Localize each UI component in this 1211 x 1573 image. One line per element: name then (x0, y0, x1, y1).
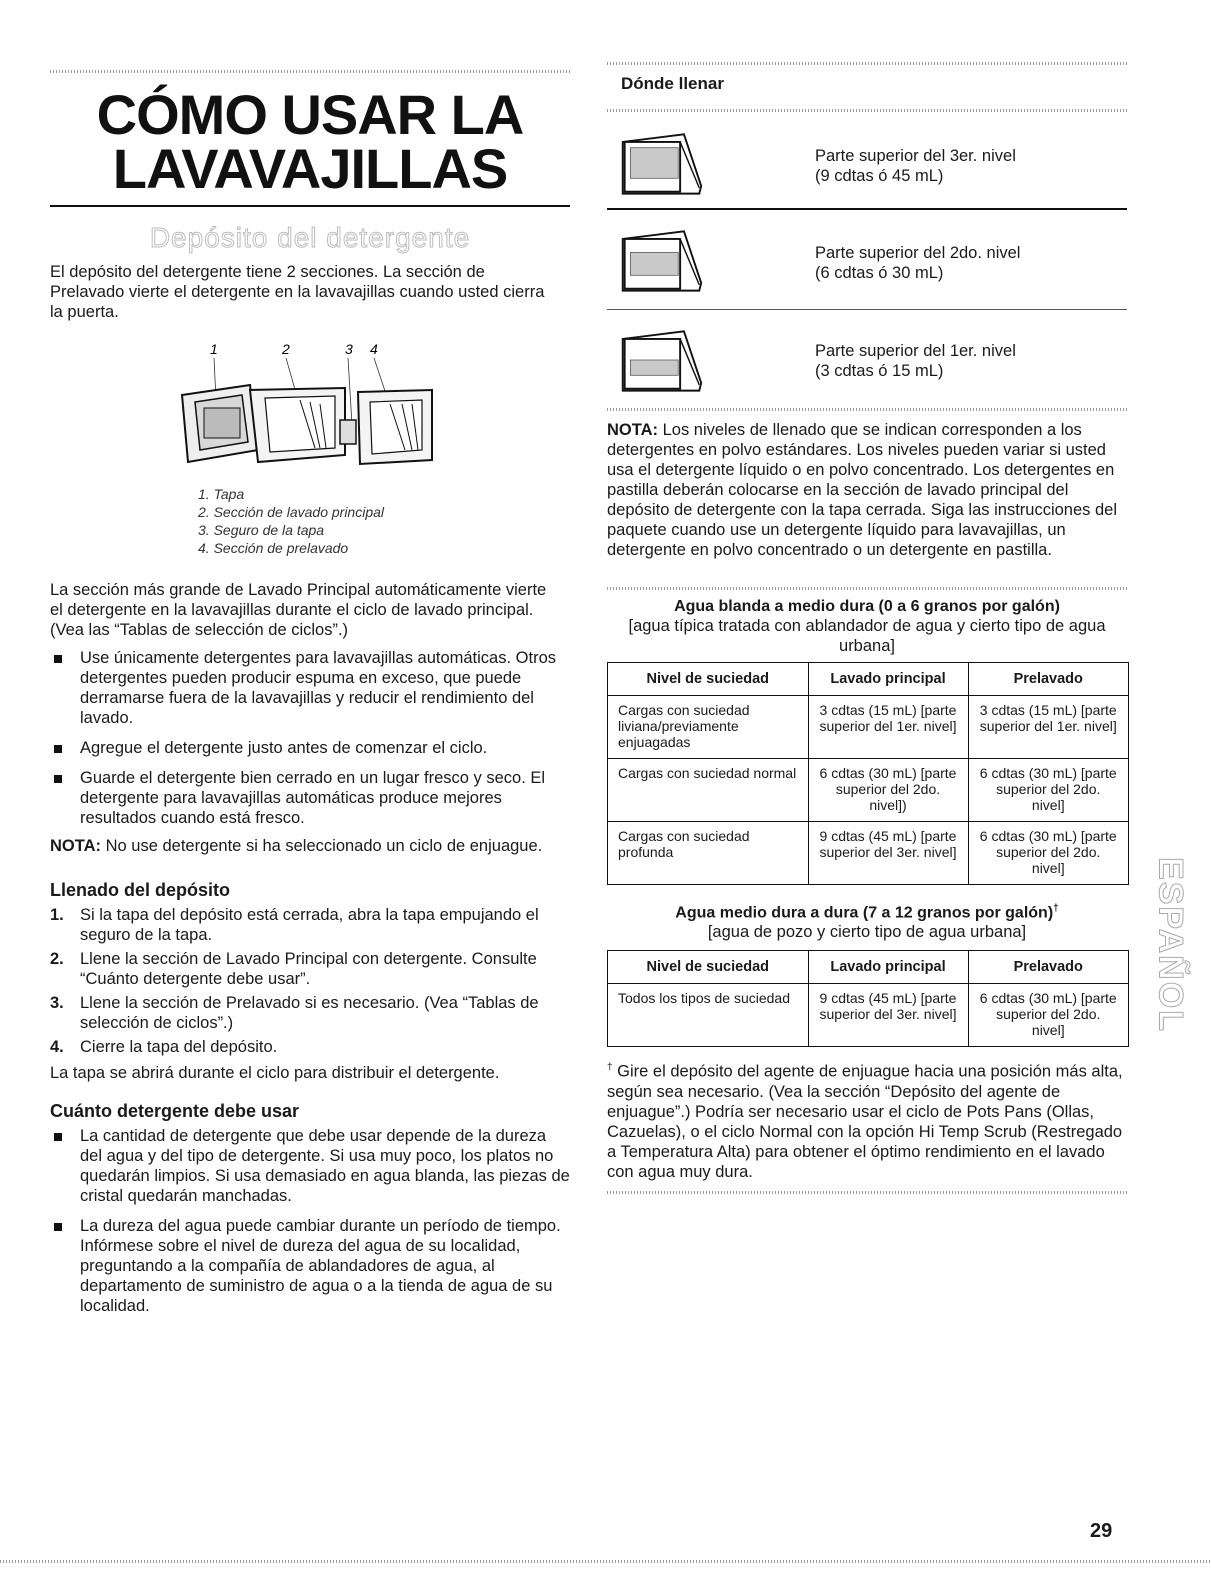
fill-step (50, 949, 570, 989)
table-cell: 6 cdtas (30 mL) [parte superior del 2do. nivel] (979, 828, 1117, 876)
caption-3: 3. Seguro de la tapa (198, 522, 325, 538)
language-side-tab (1150, 820, 1190, 1070)
fill-step (50, 1037, 570, 1057)
table2-title (607, 903, 1127, 922)
callout-1: 1 (210, 341, 218, 357)
fill-after-text: La tapa se abrirá durante el ciclo para distribuir el detergente. (50, 1064, 500, 1082)
table-cell: 9 cdtas (45 mL) [parte superior del 3er. nivel] (808, 822, 968, 885)
table1 (607, 662, 1129, 885)
callout-4: 4 (370, 341, 378, 357)
table-header-row (608, 951, 1128, 984)
footnote-mark: † (607, 1062, 613, 1073)
dispenser-figure (170, 340, 460, 480)
column-header: Prelavado (968, 663, 1128, 696)
note-1-label: NOTA: (50, 837, 102, 855)
fill-level-line1: Parte superior del 3er. nivel (815, 147, 1016, 165)
note-1 (50, 836, 570, 856)
table-cell: Cargas con suciedad liviana/previamente enjuagadas (608, 696, 808, 759)
table2-title-mark: † (1053, 903, 1059, 914)
bottom-rule (0, 1560, 1211, 1563)
fill-level-text (815, 243, 1020, 283)
fill-level-row (607, 315, 1127, 405)
fill-heading: Llenado del depósito (50, 880, 231, 900)
where-rule (607, 109, 1127, 112)
table2 (607, 950, 1129, 1047)
column-header: Nivel de suciedad (608, 951, 808, 984)
note-rule-bottom (607, 587, 1127, 590)
fill-level-line1: Parte superior del 2do. nivel (815, 244, 1021, 262)
fill-step (50, 993, 570, 1033)
column-header: Lavado principal (808, 951, 968, 984)
table2-header-block (607, 903, 1127, 942)
caption-2: 2. Sección de lavado principal (198, 504, 385, 520)
left-body (50, 580, 570, 1326)
intro-paragraph: El depósito del detergente tiene 2 secciones. La sección de Prelavado vierte el detergente en la lavavajillas cuando usted cierra la puerta. (50, 263, 545, 321)
table-row (608, 984, 1128, 1047)
page-title-line2: LAVAVAJILLAS (112, 137, 508, 200)
table2-title-text: Agua medio dura a dura (7 a 12 granos por galón) (675, 904, 1054, 922)
table-cell: Todos los tipos de suciedad (608, 984, 808, 1047)
step-text: Cierre la tapa del depósito. (80, 1038, 278, 1056)
table-cell: 3 cdtas (15 mL) [parte superior del 1er. nivel] (968, 696, 1128, 759)
fill-row-divider (607, 208, 1127, 210)
fill-level-1-icon (617, 325, 705, 395)
main-wash-paragraph: La sección más grande de Lavado Principal automáticamente vierte el detergente en la lavavajillas durante el ciclo de lavado principal. (Vea las “Tablas de selección de ciclos”.) (50, 581, 547, 639)
footnote-rule (607, 1191, 1127, 1194)
column-header: Lavado principal (808, 663, 968, 696)
fill-level-3-icon (617, 128, 705, 198)
step-text: Si la tapa del depósito está cerrada, abra la tapa empujando el seguro de la tapa. (80, 906, 539, 944)
bullet-item: Agregue el detergente justo antes de comenzar el ciclo. (50, 738, 570, 758)
fill-level-text (815, 341, 1016, 381)
dispenser-illustration (170, 340, 460, 480)
table2-subtitle: [agua de pozo y cierto tipo de agua urbana] (707, 923, 1027, 942)
fill-step (50, 905, 570, 945)
table-row (608, 822, 1128, 885)
note-rule-top (607, 408, 1127, 411)
fill-level-row (607, 215, 1127, 309)
top-rule-right (607, 62, 1127, 65)
table1-title: Agua blanda a medio dura (0 a 6 granos por galón) (674, 598, 1060, 615)
callout-2: 2 (282, 341, 290, 357)
note-2-text: Los niveles de llenado que se indican corresponden a los detergentes en polvo estándares. Los niveles pueden variar si usted usa el detergente líquido o en polvo concentrado. Los detergentes en pastilla deberán colocarse en la sección de lavado principal del depósito de detergente con la tapa cerrada. Siga las instrucciones del paquete cuando use un detergente líquido para lavavajillas, un detergente en polvo concentrado o un detergente en pastilla. (607, 421, 1117, 559)
how-much-heading: Cuánto detergente debe usar (50, 1101, 300, 1121)
table-cell: 9 cdtas (45 mL) [parte superior del 3er. nivel] (808, 984, 968, 1047)
note-1-text: No use detergente si ha seleccionado un ciclo de enjuague. (101, 837, 543, 855)
fill-row-divider (607, 309, 1127, 310)
figure-captions (198, 485, 498, 557)
step-text: Llene la sección de Lavado Principal con detergente. Consulte “Cuánto detergente debe usar”. (80, 950, 537, 988)
table1-header-block (607, 598, 1127, 656)
fill-level-2-icon (617, 225, 705, 295)
bullet-item: Use únicamente detergentes para lavavajillas automáticas. Otros detergentes pueden producir espuma en exceso, que puede derramarse fuera de la lavavajillas y reducir el rendimiento del lavado. (50, 648, 570, 728)
caption-1: 1. Tapa (198, 486, 245, 502)
fill-level-text (815, 146, 1016, 186)
table-cell: Cargas con suciedad normal (608, 759, 808, 822)
how-much-bullet: La cantidad de detergente que debe usar depende de la dureza del agua y del tipo de detergente. Si usa muy poco, los platos no quedarán limpios. Si usa demasiado en agua blanda, las piezas de cristal quedarán manchadas. (50, 1126, 570, 1206)
table-row (608, 759, 1128, 822)
footnote-text: Gire el depósito del agente de enjuague hacia una posición más alta, según sea necesario. (Vea la sección “Depósito del agente de enjuague”.) Podría ser necesario usar el ciclo de Pots Pans (Ollas, Cazuelas), o el ciclo Normal con la opción Hi Temp Scrub (Restregado a Temperatura Alta) para obtener el óptimo rendimiento en el lavado con agua muy dura. (607, 1062, 1123, 1181)
fill-level-line2: (9 cdtas ó 45 mL) (815, 167, 944, 185)
page-title-line1: CÓMO USAR LA (96, 83, 524, 146)
table-cell: 6 cdtas (30 mL) [parte superior del 2do. nivel] (979, 990, 1117, 1038)
title-divider (50, 205, 570, 207)
step-number: 4. (50, 1038, 64, 1056)
footnote (607, 1058, 1127, 1182)
page-number: 29 (1090, 1520, 1113, 1542)
table1-subtitle: [agua típica tratada con ablandador de agua y cierto tipo de agua urbana] (628, 617, 1106, 655)
step-text: Llene la sección de Prelavado si es necesario. (Vea “Tablas de selección de ciclos”.) (80, 994, 539, 1032)
note-2 (607, 420, 1127, 560)
table-row (608, 696, 1128, 759)
step-number: 3. (50, 994, 64, 1012)
bullet-item: Guarde el detergente bien cerrado en un lugar fresco y seco. El detergente para lavavajillas automáticas produce mejores resultados cuando está fresco. (50, 768, 570, 828)
how-much-bullet: La dureza del agua puede cambiar durante un período de tiempo. Infórmese sobre el nivel de dureza del agua de su localidad, preguntando a la compañía de ablandadores de agua, al departamento de suministro de agua o a la tienda de agua de su localidad. (50, 1216, 570, 1316)
fill-level-line2: (3 cdtas ó 15 mL) (815, 362, 944, 380)
table-header-row (608, 663, 1128, 696)
fill-level-line2: (6 cdtas ó 30 mL) (815, 264, 944, 282)
column-header: Prelavado (968, 951, 1128, 984)
fill-level-line1: Parte superior del 1er. nivel (815, 342, 1016, 360)
note-2-label: NOTA: (607, 421, 659, 439)
table-cell: Cargas con suciedad profunda (608, 822, 808, 885)
fill-level-row (607, 120, 1127, 208)
column-header: Nivel de suciedad (608, 663, 808, 696)
step-number: 1. (50, 906, 64, 924)
caption-4: 4. Sección de prelavado (198, 540, 349, 556)
table-cell: 6 cdtas (30 mL) [parte superior del 2do. nivel]) (808, 759, 968, 822)
top-rule-left (50, 70, 570, 73)
table-cell: 6 cdtas (30 mL) [parte superior del 2do. nivel] (968, 759, 1128, 822)
callout-3: 3 (345, 341, 353, 357)
table-cell: 3 cdtas (15 mL) [parte superior del 1er. nivel] (808, 696, 968, 759)
step-number: 2. (50, 950, 64, 968)
section-title: Depósito del detergente (149, 222, 471, 253)
side-tab-label: ESPAÑOL (1151, 857, 1190, 1033)
where-heading: Dónde llenar (621, 74, 724, 93)
